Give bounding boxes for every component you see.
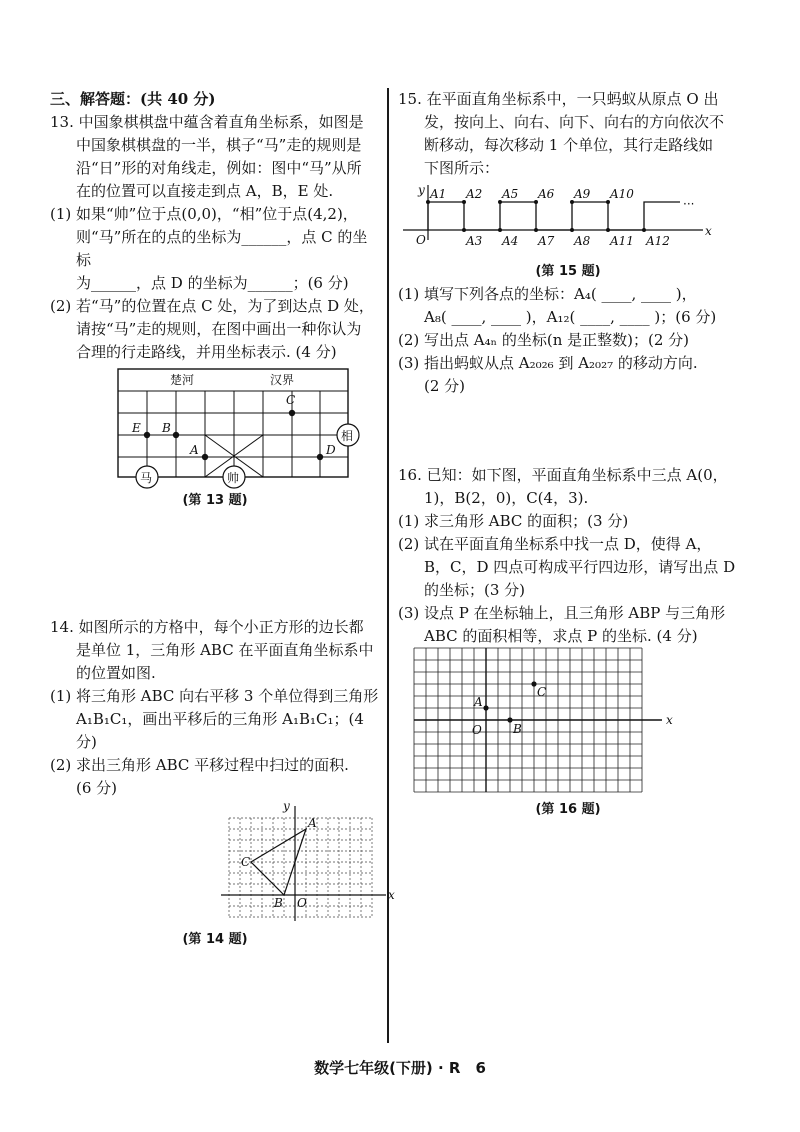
label-a: A bbox=[308, 816, 317, 830]
q16-line: 16. 已知：如下图，平面直角坐标系中三点 A(0， bbox=[398, 466, 728, 484]
point-a8 bbox=[570, 228, 574, 232]
label-a7: A7 bbox=[538, 234, 555, 248]
q14-line: 是单位 1，三角形 ABC 在平面直角坐标系中 bbox=[76, 641, 374, 659]
point-c bbox=[289, 410, 295, 416]
question-14 bbox=[50, 616, 395, 951]
label-b: B bbox=[162, 421, 171, 435]
label-b: B bbox=[274, 896, 283, 910]
y-axis-label: y bbox=[418, 183, 425, 197]
q13-part2-line: (2) 若“马”的位置在点 C 处，为了到达点 D 处， bbox=[50, 297, 374, 315]
point-a7 bbox=[534, 228, 538, 232]
origin-label: O bbox=[416, 233, 426, 247]
point-d bbox=[317, 454, 323, 460]
point-c bbox=[531, 681, 536, 686]
q14-part1-line: A₁B₁C₁，画出平移后的三角形 A₁B₁C₁；(4 分) bbox=[76, 710, 364, 751]
question-16 bbox=[398, 464, 738, 821]
q16-line: 1)，B(2，0)，C(4，3). bbox=[424, 489, 589, 507]
q14-part2-line: (2) 求出三角形 ABC 平移过程中扫过的面积. bbox=[50, 756, 349, 774]
left-column bbox=[50, 88, 395, 951]
label-c: C bbox=[241, 855, 251, 869]
river-right-label: 汉界 bbox=[270, 373, 295, 387]
label-b: B bbox=[513, 722, 522, 736]
q13-line: 沿“日”形的对角线走，例如：图中“马”从所 bbox=[76, 159, 362, 177]
question-13 bbox=[50, 111, 380, 512]
q15-line: 断移动，每次移动 1 个单位，其行走路线如 bbox=[424, 136, 714, 154]
x-axis-label: x bbox=[388, 888, 395, 902]
point-a bbox=[202, 454, 208, 460]
q16-part2-line: B，C，D 四点可构成平行四边形，请写出点 D bbox=[424, 558, 736, 576]
q16-part2-line: 的坐标；(3 分) bbox=[424, 581, 526, 599]
ma-piece-label: 马 bbox=[140, 471, 153, 485]
q16-part3-line: ABC 的面积相等，求点 P 的坐标. (4 分) bbox=[424, 627, 698, 645]
origin-label: O bbox=[297, 896, 307, 910]
ellipsis: ··· bbox=[683, 197, 695, 211]
q14-part2-line: (6 分) bbox=[76, 779, 118, 797]
q13-part2-line: 请按“马”走的规则，在图中画出一种你认为 bbox=[76, 320, 362, 338]
q13-part1-line: (1) 如果“帅”位于点(0,0)，“相”位于点(4,2)， bbox=[50, 205, 358, 223]
q16-part2-line: (2) 试在平面直角坐标系中找一点 D，使得 A， bbox=[398, 535, 712, 553]
q14-line: 14. 如图所示的方格中，每个小正方形的边长都 bbox=[50, 618, 364, 636]
q13-line: 在的位置可以直接走到点 A，B，E 处. bbox=[76, 182, 334, 200]
label-a12: A12 bbox=[646, 234, 670, 248]
q15-caption: (第 15 题) bbox=[535, 264, 601, 279]
q13-line: 13. 中国象棋棋盘中蕴含着直角坐标系，如图是 bbox=[50, 113, 364, 131]
label-a3: A3 bbox=[466, 234, 483, 248]
label-d: D bbox=[326, 443, 336, 457]
q15-part2-line: (2) 写出点 A₄ₙ 的坐标(n 是正整数)；(2 分) bbox=[398, 331, 690, 349]
q15-line: 发，按向上、向右、向下、向右的方向依次不 bbox=[424, 113, 725, 131]
q15-line: 15. 在平面直角坐标系中，一只蚂蚁从原点 O 出 bbox=[398, 90, 719, 108]
label-a4: A4 bbox=[502, 234, 519, 248]
q13-caption: (第 13 题) bbox=[182, 493, 248, 508]
q15-part1-line: A₈( ____, ____ )，A₁₂( ____, ____ )；(6 分) bbox=[424, 308, 717, 326]
label-a6: A6 bbox=[538, 187, 555, 201]
river-left-label: 楚河 bbox=[170, 373, 195, 387]
q14-grid-figure bbox=[50, 799, 395, 928]
x-axis-label: x bbox=[666, 713, 673, 727]
label-a: A bbox=[474, 695, 483, 709]
point-a3 bbox=[462, 228, 466, 232]
origin-label: O bbox=[472, 723, 482, 737]
label-a10: A10 bbox=[610, 187, 634, 201]
q14-caption: (第 14 题) bbox=[182, 932, 248, 947]
xiang-piece-label: 相 bbox=[341, 429, 354, 443]
label-a5: A5 bbox=[502, 187, 519, 201]
q16-caption: (第 16 题) bbox=[535, 802, 601, 817]
page-footer: 数学七年级(下册) · R 6 bbox=[314, 1059, 486, 1077]
chess-board-figure bbox=[50, 364, 380, 489]
label-e: E bbox=[132, 421, 141, 435]
point-e bbox=[144, 432, 150, 438]
q15-line: 下图所示： bbox=[424, 159, 500, 177]
point-a4 bbox=[498, 228, 502, 232]
q13-part1-line: 则“马”所在的点的坐标为______，点 C 的坐标 bbox=[76, 228, 368, 269]
right-column bbox=[398, 88, 738, 821]
label-a: A bbox=[190, 443, 199, 457]
ant-path-figure bbox=[398, 180, 738, 260]
q14-part1-line: (1) 将三角形 ABC 向右平移 3 个单位得到三角形 bbox=[50, 687, 379, 705]
shuai-piece-label: 帅 bbox=[227, 471, 240, 485]
point-a bbox=[483, 705, 488, 710]
q16-grid-figure bbox=[398, 648, 738, 798]
point-b bbox=[507, 717, 512, 722]
label-a1: A1 bbox=[430, 187, 447, 201]
q16-part1-line: (1) 求三角形 ABC 的面积；(3 分) bbox=[398, 512, 629, 530]
label-a8: A8 bbox=[574, 234, 591, 248]
y-axis-label: y bbox=[283, 799, 290, 813]
label-a9: A9 bbox=[574, 187, 591, 201]
point-a12 bbox=[642, 228, 646, 232]
q15-part3-line: (3) 指出蚂蚁从点 A₂₀₂₆ 到 A₂₀₂₇ 的移动方向. bbox=[398, 354, 698, 372]
question-15 bbox=[398, 88, 738, 398]
section-title: 三、解答题：(共 40 分) bbox=[50, 90, 216, 108]
q15-part3-line: (2 分) bbox=[424, 377, 466, 395]
q13-part2-line: 合理的行走路线，并用坐标表示. (4 分) bbox=[76, 343, 337, 361]
q16-part3-line: (3) 设点 P 在坐标轴上，且三角形 ABP 与三角形 bbox=[398, 604, 726, 622]
x-axis-label: x bbox=[705, 224, 712, 238]
label-a11: A11 bbox=[610, 234, 634, 248]
point-b bbox=[173, 432, 179, 438]
q13-line: 中国象棋棋盘的一半，棋子“马”走的规则是 bbox=[76, 136, 362, 154]
ant-path bbox=[428, 202, 680, 230]
label-a2: A2 bbox=[466, 187, 483, 201]
label-c: C bbox=[286, 393, 296, 407]
q13-part1-line: 为______，点 D 的坐标为______；(6 分) bbox=[76, 274, 349, 292]
q15-part1-line: (1) 填写下列各点的坐标：A₄( ____, ____ )， bbox=[398, 285, 697, 303]
label-c: C bbox=[537, 685, 547, 699]
point-a11 bbox=[606, 228, 610, 232]
q14-line: 的位置如图. bbox=[76, 664, 156, 682]
